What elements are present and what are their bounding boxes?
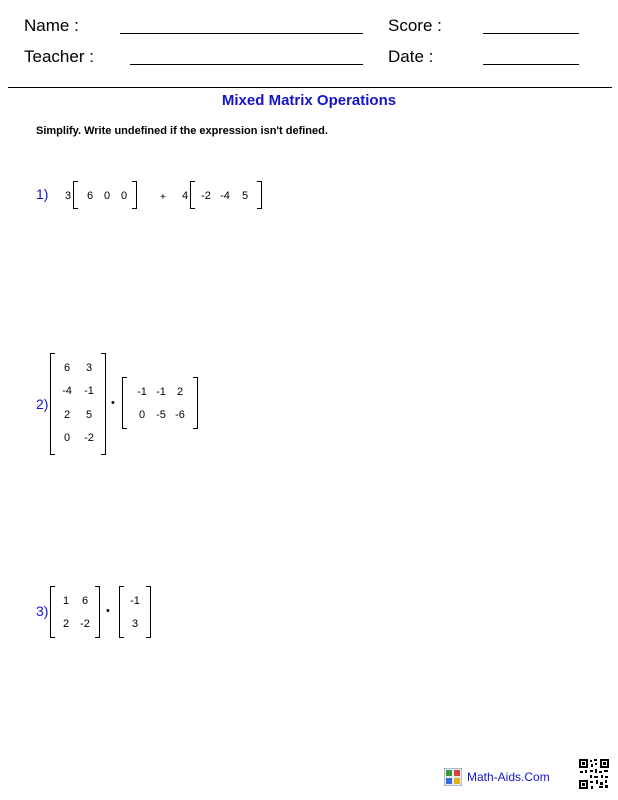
left-bracket [50,353,55,455]
teacher-field-line[interactable] [130,64,363,65]
right-bracket [146,586,151,638]
multiply-operator: • [111,397,115,409]
score-field-line[interactable] [483,33,579,34]
left-bracket [190,181,195,209]
qr-code-icon [578,758,610,790]
matrix-cell: 0 [63,432,71,444]
matrix-cell: 2 [63,409,71,421]
teacher-label: Teacher : [24,47,94,66]
matrix-cell: 2 [62,618,70,630]
matrix [119,587,151,637]
right-bracket [101,353,106,455]
scalar: 3 [65,190,72,202]
plus-operator: + [160,192,166,203]
math-aids-logo-icon [444,768,462,786]
date-field-line[interactable] [483,64,579,65]
matrix-cell: 6 [86,190,94,202]
multiply-operator: • [106,605,110,617]
left-bracket [73,181,78,209]
problem-number: 3) [36,603,49,619]
name-label: Name : [24,16,79,35]
matrix-cell: 5 [85,409,93,421]
matrix-cell: -1 [84,385,94,397]
problem-number: 1) [36,186,49,202]
matrix-cell: -5 [156,409,166,421]
matrix-cell: -1 [130,595,140,607]
matrix-cell: -2 [80,618,90,630]
matrix [190,182,262,208]
worksheet-title: Mixed Matrix Operations [221,92,397,109]
problem-number: 2) [36,396,49,412]
matrix-cell: 1 [62,595,70,607]
matrix-cell: 6 [63,362,71,374]
right-bracket [193,377,198,429]
instructions: Simplify. Write undefined if the expression isn't defined. [36,125,328,137]
scalar: 4 [182,190,189,202]
left-bracket [122,377,127,429]
matrix-cell: 0 [120,190,128,202]
matrix-cell: -1 [156,386,166,398]
date-label: Date : [388,47,434,66]
matrix [50,587,100,637]
name-field-line[interactable] [120,33,363,34]
matrix-cell: -2 [84,432,94,444]
matrix-cell: 3 [131,618,139,630]
matrix-cell: -4 [220,190,230,202]
left-bracket [50,586,55,638]
matrix-cell: 2 [176,386,184,398]
header-divider [8,87,612,88]
matrix-cell: -1 [137,386,147,398]
matrix-cell: 3 [85,362,93,374]
matrix-cell: -6 [175,409,185,421]
right-bracket [257,181,262,209]
matrix-cell: -2 [201,190,211,202]
matrix-cell: 0 [103,190,111,202]
matrix [122,378,198,428]
matrix-cell: 6 [81,595,89,607]
matrix [50,354,106,454]
matrix [73,182,137,208]
matrix-cell: 0 [138,409,146,421]
score-label: Score : [388,16,442,35]
matrix-cell: -4 [62,385,72,397]
left-bracket [119,586,124,638]
right-bracket [95,586,100,638]
matrix-cell: 5 [241,190,249,202]
math-aids-brand[interactable]: Math-Aids.Com [467,770,550,784]
